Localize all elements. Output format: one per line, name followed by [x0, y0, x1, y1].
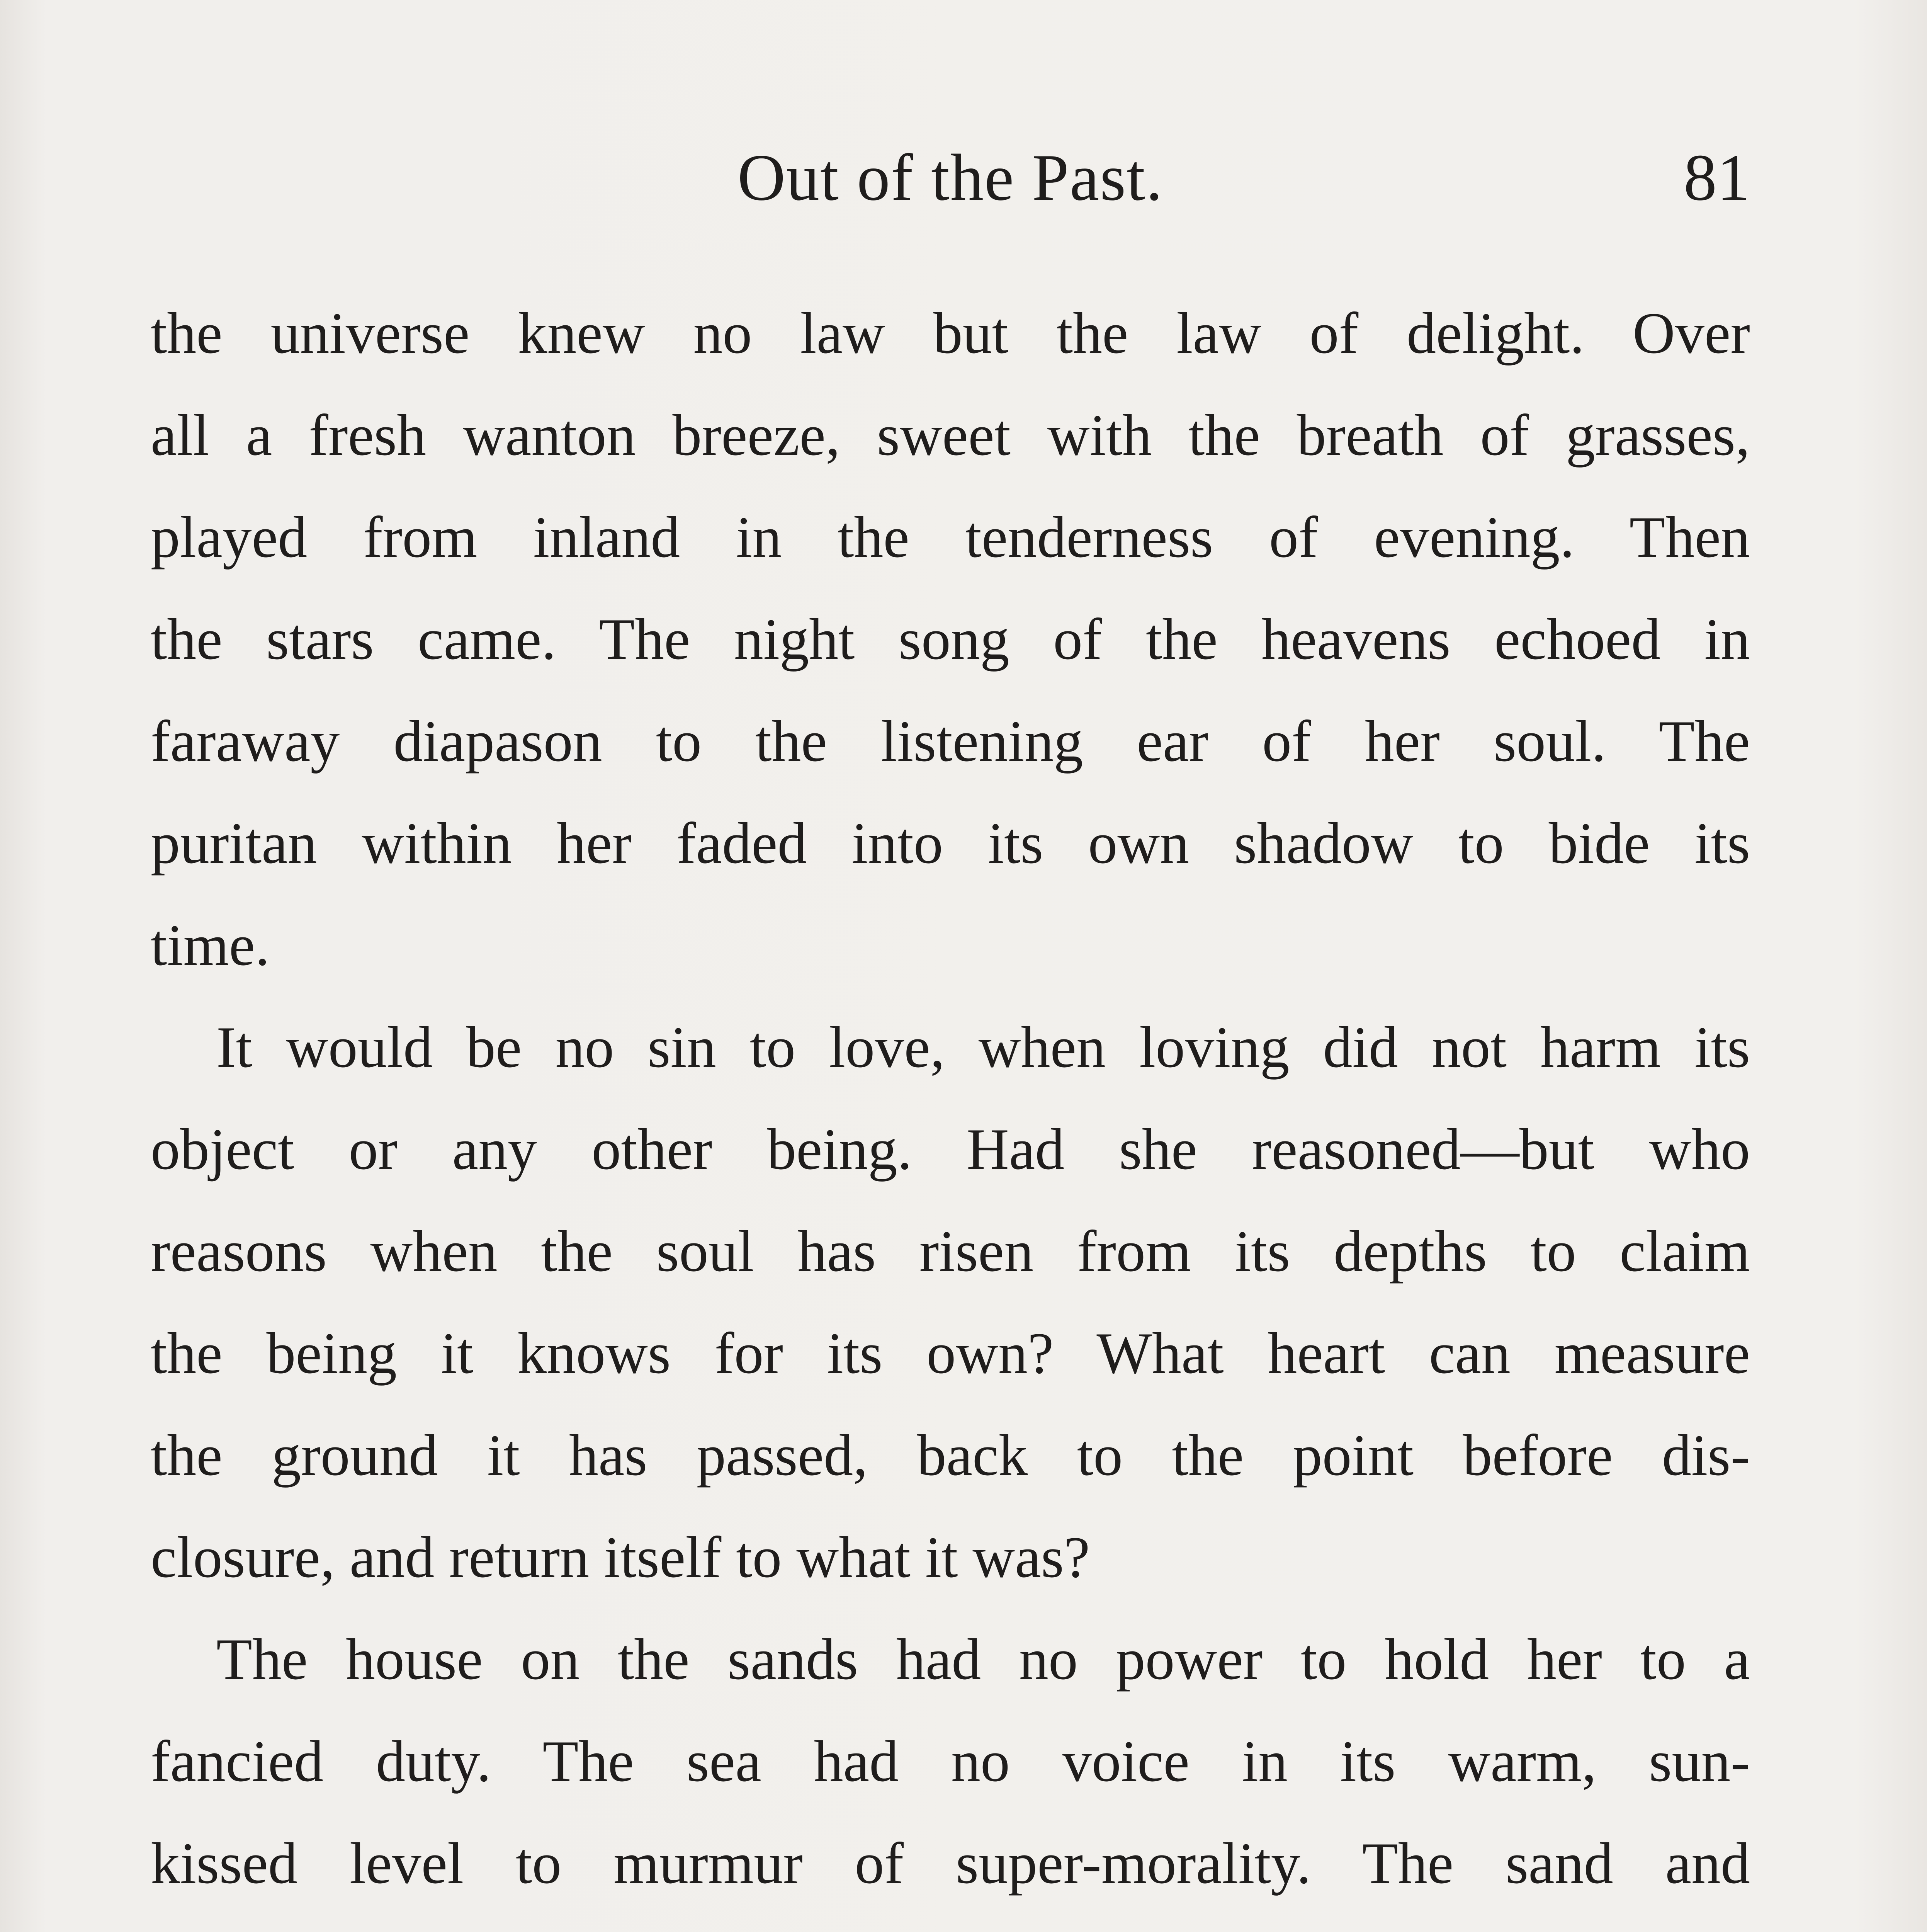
text-line: the being it knows for its own? What heart can measure: [151, 1321, 1750, 1386]
paragraph-2: [151, 996, 1750, 1608]
running-title: Out of the Past.: [737, 141, 1164, 214]
paragraph-3: [151, 1608, 1750, 1932]
text-line: the ground it has passed, back to the point before dis-: [151, 1423, 1750, 1488]
text-line: kissed level to murmur of super-morality. The sand and: [151, 1831, 1750, 1896]
page-number: 81: [1684, 141, 1750, 214]
text-line: reasons when the soul has risen from its depths to claim: [151, 1219, 1750, 1284]
body-text: [151, 282, 1750, 1932]
text-line: all a fresh wanton breeze, sweet with the breath of grasses,: [151, 403, 1750, 468]
text-line: It would be no sin to love, when loving did not harm its: [216, 1015, 1750, 1080]
text-line: the stars came. The night song of the heavens echoed in: [151, 607, 1750, 672]
text-line: time.: [151, 913, 270, 978]
text-line: The house on the sands had no power to hold her to a: [216, 1627, 1750, 1692]
text-line: fancied duty. The sea had no voice in its warm, sun-: [151, 1729, 1750, 1794]
text-line: puritan within her faded into its own shadow to bide its: [151, 811, 1750, 876]
text-line: faraway diapason to the listening ear of her soul. The: [151, 709, 1750, 774]
text-line: [151, 1914, 1750, 1932]
text-line: closure, and return itself to what it was?: [151, 1525, 1090, 1590]
paragraph-1: [151, 282, 1750, 996]
running-head: [151, 128, 1750, 228]
text-line: the universe knew no law but the law of delight. Over: [151, 301, 1750, 366]
text-line: object or any other being. Had she reasoned—but who: [151, 1117, 1750, 1182]
text-line: played from inland in the tenderness of evening. Then: [151, 505, 1750, 570]
